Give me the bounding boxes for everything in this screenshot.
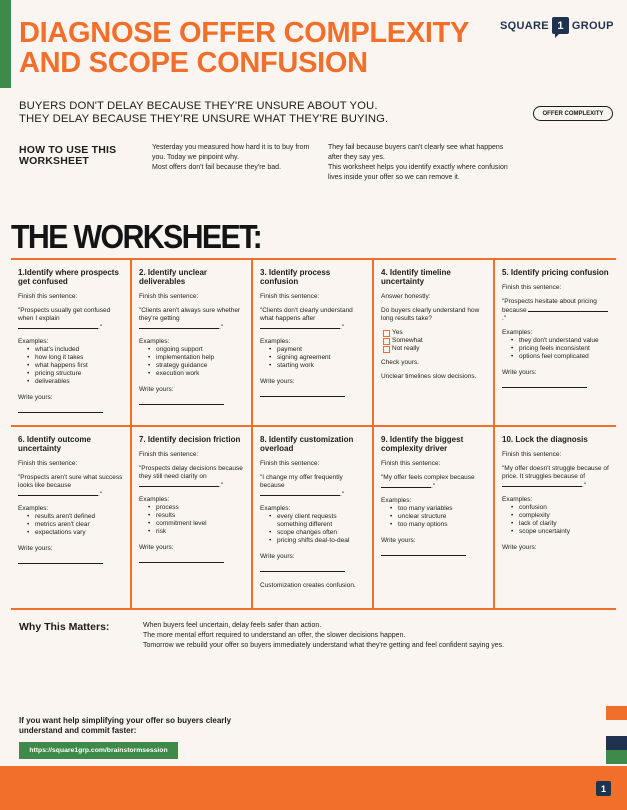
checkbox-option[interactable]: Somewhat — [381, 337, 487, 345]
list-item: • ongoing support — [139, 346, 245, 354]
worksheet-grid — [11, 258, 616, 610]
list-item: • results aren't defined — [18, 513, 124, 521]
list-item: • deliverables — [18, 378, 124, 386]
sentence-text: "My offer feels complex because — [381, 474, 475, 481]
list-item: • expectations vary — [18, 529, 124, 537]
list-item: • pricing shifts deal-to-deal — [260, 537, 366, 545]
cell-sentence: "Clients don't clearly understand what happens after ." — [260, 307, 353, 331]
footer-logo-box: 1 — [596, 781, 611, 796]
topic-pill: OFFER COMPLEXITY — [533, 106, 613, 121]
worksheet-cell — [495, 427, 616, 610]
blank-line[interactable] — [260, 323, 340, 329]
examples-label: Examples: — [260, 338, 291, 345]
list-item: • metrics aren't clear — [18, 521, 124, 529]
cell-sentence: "My offer feels complex because ." — [381, 474, 475, 490]
examples-list — [381, 505, 487, 529]
sentence-text: "Prospects aren't sure what success looks like because — [18, 474, 123, 489]
options-list — [381, 329, 487, 353]
cell-sentence: "Prospects usually get confused when I explain ." — [18, 307, 111, 331]
blank-line[interactable] — [18, 323, 98, 329]
cell-title: 8. Identify customization overload — [260, 435, 354, 453]
list-item: • process — [139, 504, 245, 512]
list-item: • starting work — [260, 362, 366, 370]
write-yours-label: Write yours: — [139, 544, 174, 551]
write-yours-label: Write yours: — [381, 537, 416, 544]
worksheet-cell — [374, 260, 495, 427]
cell-title: 1.Identify where prospects get confused — [18, 268, 119, 286]
cell-intro: Finish this sentence: — [18, 460, 78, 467]
blank-line[interactable] — [139, 323, 219, 329]
howto-text: This worksheet helps you identify exactly where confusion lives inside your offer so we can remove it. — [328, 164, 508, 181]
worksheet-heading: THE WORKSHEET: — [11, 218, 262, 255]
cell-sentence: "Clients aren't always sure whether they're getting ." — [139, 307, 241, 331]
logo-word-right: GROUP — [571, 19, 614, 32]
write-yours-label: Write yours: — [502, 369, 537, 376]
list-item: • strategy guidance — [139, 362, 245, 370]
cell-intro: Finish this sentence: — [18, 293, 78, 300]
write-yours-label: Write yours: — [260, 553, 295, 560]
write-yours-line[interactable] — [139, 562, 224, 563]
howto-heading-line: HOW TO USE THIS — [19, 144, 117, 156]
cta-text: If you want help simplifying your offer so buyers clearly understand and commit faster: — [19, 716, 232, 735]
blank-line[interactable] — [260, 490, 340, 496]
examples-label: Examples: — [260, 505, 291, 512]
why-heading: Why This Matters: — [19, 621, 110, 633]
list-item: • how long it takes — [18, 354, 124, 362]
worksheet-cell — [374, 427, 495, 610]
worksheet-cell — [132, 427, 253, 610]
list-item: • risk — [139, 528, 245, 536]
subtitle — [19, 100, 388, 126]
why-line: When buyers feel uncertain, delay feels safer than action. — [143, 622, 322, 629]
examples-list — [260, 513, 366, 545]
examples-label: Examples: — [502, 496, 533, 503]
list-item: • payment — [260, 346, 366, 354]
cell-sentence: Do buyers clearly understand how long results take? — [381, 307, 480, 322]
howto-heading — [19, 145, 116, 167]
examples-list — [139, 346, 245, 378]
examples-label: Examples: — [18, 505, 49, 512]
examples-list — [18, 513, 124, 537]
write-yours-line[interactable] — [260, 571, 345, 572]
examples-label: Examples: — [139, 496, 170, 503]
list-item: • scope uncertainty — [502, 528, 610, 536]
blank-line[interactable] — [139, 481, 219, 487]
cell-intro: Finish this sentence: — [260, 293, 320, 300]
cell-intro: Finish this sentence: — [260, 460, 320, 467]
cell-note: Unclear timelines slow decisions. — [381, 373, 477, 380]
write-yours-label: Write yours: — [18, 394, 53, 401]
cell-sentence: "Prospects delay decisions because they still need clarity on ." — [139, 465, 243, 489]
worksheet-cell — [253, 427, 374, 610]
cell-title: 7. Identify decision friction — [139, 435, 241, 444]
cell-intro: Finish this sentence: — [139, 451, 199, 458]
examples-label: Examples: — [502, 329, 533, 336]
list-item: • implementation help — [139, 354, 245, 362]
list-item: • pricing structure — [18, 370, 124, 378]
list-item: • unclear structure — [381, 513, 487, 521]
list-item: • complexity — [502, 512, 610, 520]
howto-column-1 — [152, 143, 312, 173]
title-line: AND SCOPE CONFUSION — [19, 47, 368, 79]
write-yours-line[interactable] — [381, 555, 466, 556]
howto-heading-line: WORKSHEET — [19, 155, 90, 167]
examples-label: Examples: — [381, 497, 412, 504]
list-item: • too many options — [381, 521, 487, 529]
cell-title: 4. Identify timeline uncertainty — [381, 268, 451, 286]
worksheet-cell — [253, 260, 374, 427]
cell-sentence: "Prospects hesitate about pricing because ." — [502, 298, 610, 323]
write-yours-line[interactable] — [139, 404, 224, 405]
examples-label: Examples: — [139, 338, 170, 345]
sentence-text: "Prospects usually get confused when I explain — [18, 307, 111, 322]
page-title — [19, 18, 509, 78]
cell-title: 3. Identify process confusion — [260, 268, 331, 286]
blank-line[interactable] — [502, 481, 582, 487]
cell-title: 2. Identify unclear deliverables — [139, 268, 208, 286]
list-item: • pricing feels inconsistent — [502, 345, 610, 353]
logo — [500, 17, 614, 34]
blank-line[interactable] — [528, 306, 608, 312]
examples-list — [502, 504, 610, 536]
list-item: • scope changes often — [260, 529, 366, 537]
list-item: • they don't understand value — [502, 337, 610, 345]
list-item: • lack of clarity — [502, 520, 610, 528]
write-yours-label: Write yours: — [502, 544, 537, 551]
list-item: • confusion — [502, 504, 610, 512]
list-item: • options feel complicated — [502, 353, 610, 361]
footer-bar — [0, 766, 627, 810]
blank-line[interactable] — [381, 482, 431, 488]
decor-square-orange — [606, 706, 627, 720]
sentence-text: "My offer doesn't struggle because of price. It struggles because of — [502, 465, 609, 480]
howto-text: Yesterday you measured how hard it is to buy from you. Today we pinpoint why. — [152, 144, 310, 161]
blank-line[interactable] — [18, 490, 98, 496]
list-item: • execution work — [139, 370, 245, 378]
cell-sentence: "My offer doesn't struggle because of price. It struggles because of ." — [502, 465, 609, 489]
cell-title: 9. Identify the biggest complexity driver — [381, 435, 464, 453]
write-yours-line[interactable] — [260, 396, 345, 397]
list-item: • what's included — [18, 346, 124, 354]
cell-intro: Finish this sentence: — [381, 460, 441, 467]
cell-title: 6. Identify outcome uncertainty — [18, 435, 91, 453]
decor-square-green — [606, 750, 627, 764]
check-instruction: Check yours. — [381, 359, 419, 366]
list-item: • every client requests something different — [260, 513, 366, 529]
cta-link-button[interactable]: https://square1grp.com/brainstormsession — [19, 742, 178, 759]
sentence-text: "Prospects delay decisions because they still need clarity on — [139, 465, 243, 480]
worksheet-cell — [132, 260, 253, 427]
why-line: Tomorrow we rebuild your offer so buyers immediately understand what they're getting and feel confident saying yes. — [143, 642, 505, 649]
cell-sentence: "I change my offer frequently because ." — [260, 474, 345, 498]
list-item: • commitment level — [139, 520, 245, 528]
logo-word-left: SQUARE — [500, 19, 549, 32]
list-item: • results — [139, 512, 245, 520]
checkbox-option[interactable]: Yes — [381, 329, 487, 337]
cell-intro: Finish this sentence: — [502, 284, 562, 291]
cell-sentence: "Prospects aren't sure what success looks like because ." — [18, 474, 123, 498]
write-yours-line[interactable] — [18, 412, 103, 413]
examples-list — [18, 346, 124, 386]
accent-bar — [0, 0, 11, 88]
cell-intro: Finish this sentence: — [502, 451, 562, 458]
examples-label: Examples: — [18, 338, 49, 345]
sentence-text: "I change my offer frequently because — [260, 474, 343, 489]
cell-title: 10. Lock the diagnosis — [502, 435, 588, 444]
howto-column-2 — [328, 143, 508, 183]
why-line: The more mental effort required to understand an offer, the slower decisions happen. — [143, 632, 406, 639]
list-item: • too many variables — [381, 505, 487, 513]
sentence-text: "Clients don't clearly understand what happens after — [260, 307, 353, 322]
worksheet-cell — [11, 260, 132, 427]
cell-note: Customization creates confusion. — [260, 582, 356, 589]
examples-list — [502, 337, 610, 361]
decor-square-navy — [606, 736, 627, 750]
checkbox-option[interactable]: Not really — [381, 345, 487, 353]
list-item: • signing agreement — [260, 354, 366, 362]
list-item: • what happens first — [18, 362, 124, 370]
worksheet-cell — [11, 427, 132, 610]
write-yours-line[interactable] — [18, 563, 103, 564]
cell-intro: Answer honestly: — [381, 293, 431, 300]
write-yours-label: Write yours: — [139, 386, 174, 393]
sentence-text: "Clients aren't always sure whether they're getting — [139, 307, 241, 322]
worksheet-cell — [495, 260, 616, 427]
title-line: DIAGNOSE OFFER COMPLEXITY — [19, 17, 470, 49]
howto-text: They fail because buyers can't clearly see what happens after they say yes. — [328, 144, 504, 161]
cell-title: 5. Identify pricing confusion — [502, 268, 609, 277]
sentence-text: "Prospects hesitate about pricing because — [502, 298, 597, 314]
howto-text: Most offers don't fail because they're bad. — [152, 164, 282, 171]
subtitle-line: BUYERS DON'T DELAY BECAUSE THEY'RE UNSURE ABOUT YOU. — [19, 100, 378, 112]
write-yours-line[interactable] — [502, 387, 587, 388]
write-yours-label: Write yours: — [18, 545, 53, 552]
subtitle-line: THEY DELAY BECAUSE THEY'RE UNSURE WHAT THEY'RE BUYING. — [19, 113, 389, 125]
logo-box: 1 — [552, 17, 569, 34]
cell-intro: Finish this sentence: — [139, 293, 199, 300]
write-yours-label: Write yours: — [260, 378, 295, 385]
examples-list — [139, 504, 245, 536]
examples-list — [260, 346, 366, 370]
why-text — [143, 621, 613, 651]
